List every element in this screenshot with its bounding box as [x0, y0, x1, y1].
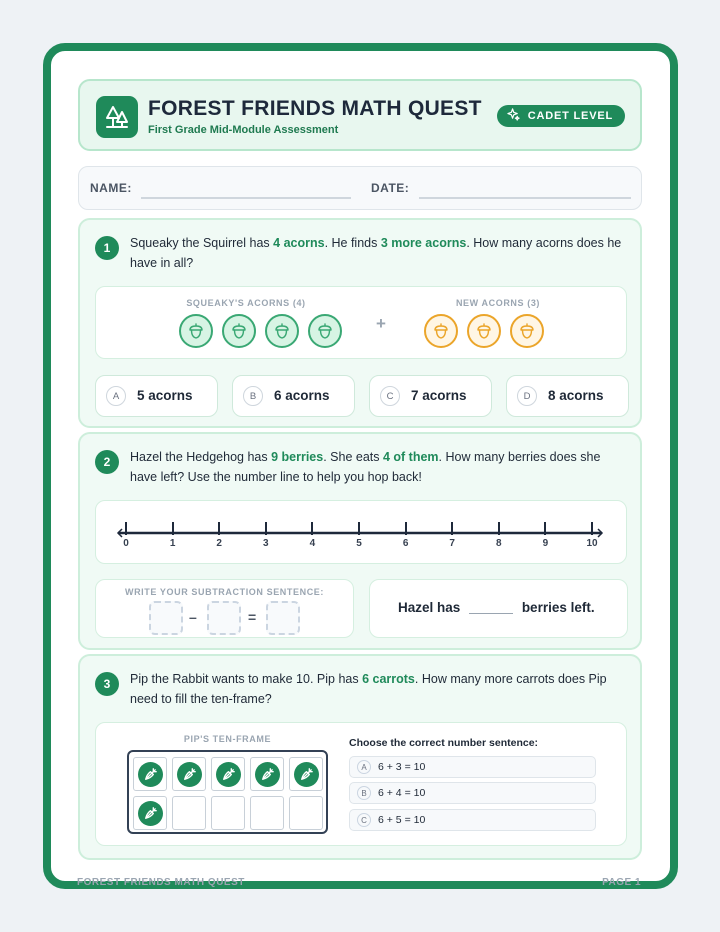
option-label: 7 acorns — [411, 388, 467, 403]
page-number: PAGE 1 — [602, 877, 641, 888]
ten-frame-caption: PIP'S TEN-FRAME — [183, 734, 272, 744]
question-text-part: . He finds — [324, 236, 381, 250]
question-text — [130, 233, 626, 273]
highlight-text: 9 berries — [271, 450, 324, 464]
sentence-option-b[interactable] — [349, 782, 596, 804]
option-label: 6 + 5 = 10 — [378, 814, 426, 826]
number-line-label: 0 — [123, 538, 129, 549]
ten-frame-panel — [95, 722, 627, 846]
number-line-tick — [358, 522, 360, 535]
carrot-icon — [255, 762, 280, 787]
ten-frame-cell — [211, 757, 245, 791]
ten-frame-cell — [250, 757, 284, 791]
option-letter: A — [106, 386, 126, 406]
sentence-option-a[interactable] — [349, 756, 596, 778]
acorn-icon — [467, 314, 501, 348]
ten-frame-cell — [133, 757, 167, 791]
number-line-label: 1 — [169, 538, 176, 549]
acorn-icon — [308, 314, 342, 348]
number-line-axis — [96, 501, 628, 565]
question-text-part: Hazel the Hedgehog has — [130, 450, 272, 464]
ten-frame-cell — [172, 757, 206, 791]
ten-frame-cell[interactable] — [211, 796, 245, 830]
question-text — [130, 669, 626, 709]
question-number: 1 — [95, 236, 119, 260]
answer-option-c[interactable] — [369, 375, 492, 417]
sentence-caption: WRITE YOUR SUBTRACTION SENTENCE: — [124, 587, 325, 597]
page-title: FOREST FRIENDS MATH QUEST — [148, 97, 482, 120]
answer-option-d[interactable] — [506, 375, 629, 417]
equals-sign: = — [248, 609, 257, 625]
number-line-label: 5 — [356, 538, 362, 549]
question-text-part: . She eats — [323, 450, 383, 464]
number-line-label: 8 — [496, 538, 502, 549]
ten-frame-cell — [133, 796, 167, 830]
ten-frame — [127, 750, 328, 834]
answer-blank[interactable] — [469, 613, 513, 614]
question-text-part: . How many more carrots does Pip need to fill the ten-frame? — [130, 672, 607, 706]
number-line-tick — [218, 522, 220, 535]
answer-before: Hazel has — [398, 600, 461, 615]
group-b-caption: NEW ACORNS (3) — [455, 298, 541, 308]
acorn-icon — [222, 314, 256, 348]
number-line-tick — [311, 522, 313, 535]
question-number: 2 — [95, 450, 119, 474]
carrot-icon — [138, 801, 163, 826]
number-line-label: 4 — [309, 538, 316, 549]
ten-frame-cell — [289, 757, 323, 791]
number-line-tick — [544, 522, 546, 535]
number-line-tick — [591, 522, 593, 535]
highlight-text: 4 acorns — [273, 236, 325, 250]
number-line-panel — [95, 500, 627, 564]
footer-title: FOREST FRIENDS MATH QUEST — [77, 877, 245, 888]
question-text — [130, 447, 626, 487]
answer-sentence — [398, 600, 595, 615]
date-field[interactable] — [419, 197, 631, 199]
name-date-bar — [78, 166, 642, 210]
option-letter: D — [517, 386, 537, 406]
acorn-icon — [510, 314, 544, 348]
acorn-icon — [179, 314, 213, 348]
ten-frame-cell[interactable] — [289, 796, 323, 830]
number-line-tick — [451, 522, 453, 535]
choose-label: Choose the correct number sentence: — [349, 737, 539, 749]
option-label: 5 acorns — [137, 388, 193, 403]
question-text-part: Pip the Rabbit wants to make 10. Pip has — [130, 672, 363, 686]
carrot-icon — [216, 762, 241, 787]
number-box-2[interactable] — [207, 601, 241, 635]
group-a-caption: SQUEAKY'S ACORNS (4) — [186, 298, 306, 308]
number-line-label: 6 — [402, 538, 409, 549]
carrot-icon — [138, 762, 163, 787]
page-footer — [77, 877, 641, 888]
highlight-text: 3 more acorns — [380, 236, 467, 250]
header-banner — [78, 79, 642, 151]
number-line-label: 9 — [542, 538, 549, 549]
level-badge — [497, 105, 625, 127]
highlight-text: 4 of them — [382, 450, 439, 464]
answer-after: berries left. — [521, 600, 595, 615]
number-line-tick — [265, 522, 267, 535]
ten-frame-cell[interactable] — [250, 796, 284, 830]
number-line-tick — [405, 522, 407, 535]
sentence-option-c[interactable] — [349, 809, 596, 831]
option-letter: B — [243, 386, 263, 406]
plus-sign: + — [376, 314, 386, 333]
trees-icon — [96, 96, 138, 138]
acorn-icon — [265, 314, 299, 348]
question-2-card — [78, 432, 642, 650]
option-letter: C — [380, 386, 400, 406]
number-line-tick — [125, 522, 127, 535]
badge-label: CADET LEVEL — [527, 110, 613, 122]
answer-sentence-panel — [369, 579, 628, 638]
ten-frame-cell[interactable] — [172, 796, 206, 830]
answer-option-a[interactable] — [95, 375, 218, 417]
question-1-card — [78, 218, 642, 428]
subtraction-sentence-panel — [95, 579, 354, 638]
minus-sign: – — [189, 609, 197, 625]
number-line-tick — [172, 522, 174, 535]
date-label: DATE: — [371, 181, 410, 195]
option-label: 8 acorns — [548, 388, 604, 403]
answer-option-b[interactable] — [232, 375, 355, 417]
option-label: 6 + 4 = 10 — [378, 787, 426, 799]
option-letter: C — [357, 813, 371, 827]
sparkle-icon — [507, 108, 520, 124]
acorn-counting-panel — [95, 286, 627, 359]
question-number: 3 — [95, 672, 119, 696]
carrot-icon — [177, 762, 202, 787]
highlight-text: 6 carrots — [362, 672, 415, 686]
question-text-part: Squeaky the Squirrel has — [130, 236, 274, 250]
name-label: NAME: — [90, 181, 132, 195]
question-text-part: . How many acorns does he have in all? — [130, 236, 622, 270]
question-text-part: . How many berries does she have left? Use the number line to help you hop back! — [130, 450, 601, 484]
number-line-label: 2 — [216, 538, 222, 549]
number-line-label: 3 — [263, 538, 269, 549]
acorn-icon — [424, 314, 458, 348]
option-label: 6 + 3 = 10 — [378, 761, 426, 773]
page-subtitle: First Grade Mid-Module Assessment — [148, 124, 339, 136]
number-line-label: 7 — [449, 538, 455, 549]
option-letter: A — [357, 760, 371, 774]
name-field[interactable] — [141, 197, 351, 199]
option-label: 6 acorns — [274, 388, 330, 403]
question-3-card — [78, 654, 642, 860]
carrot-icon — [294, 762, 319, 787]
option-letter: B — [357, 786, 371, 800]
number-line-label: 10 — [586, 538, 598, 549]
number-line-tick — [498, 522, 500, 535]
number-box-1[interactable] — [149, 601, 183, 635]
number-box-3[interactable] — [266, 601, 300, 635]
